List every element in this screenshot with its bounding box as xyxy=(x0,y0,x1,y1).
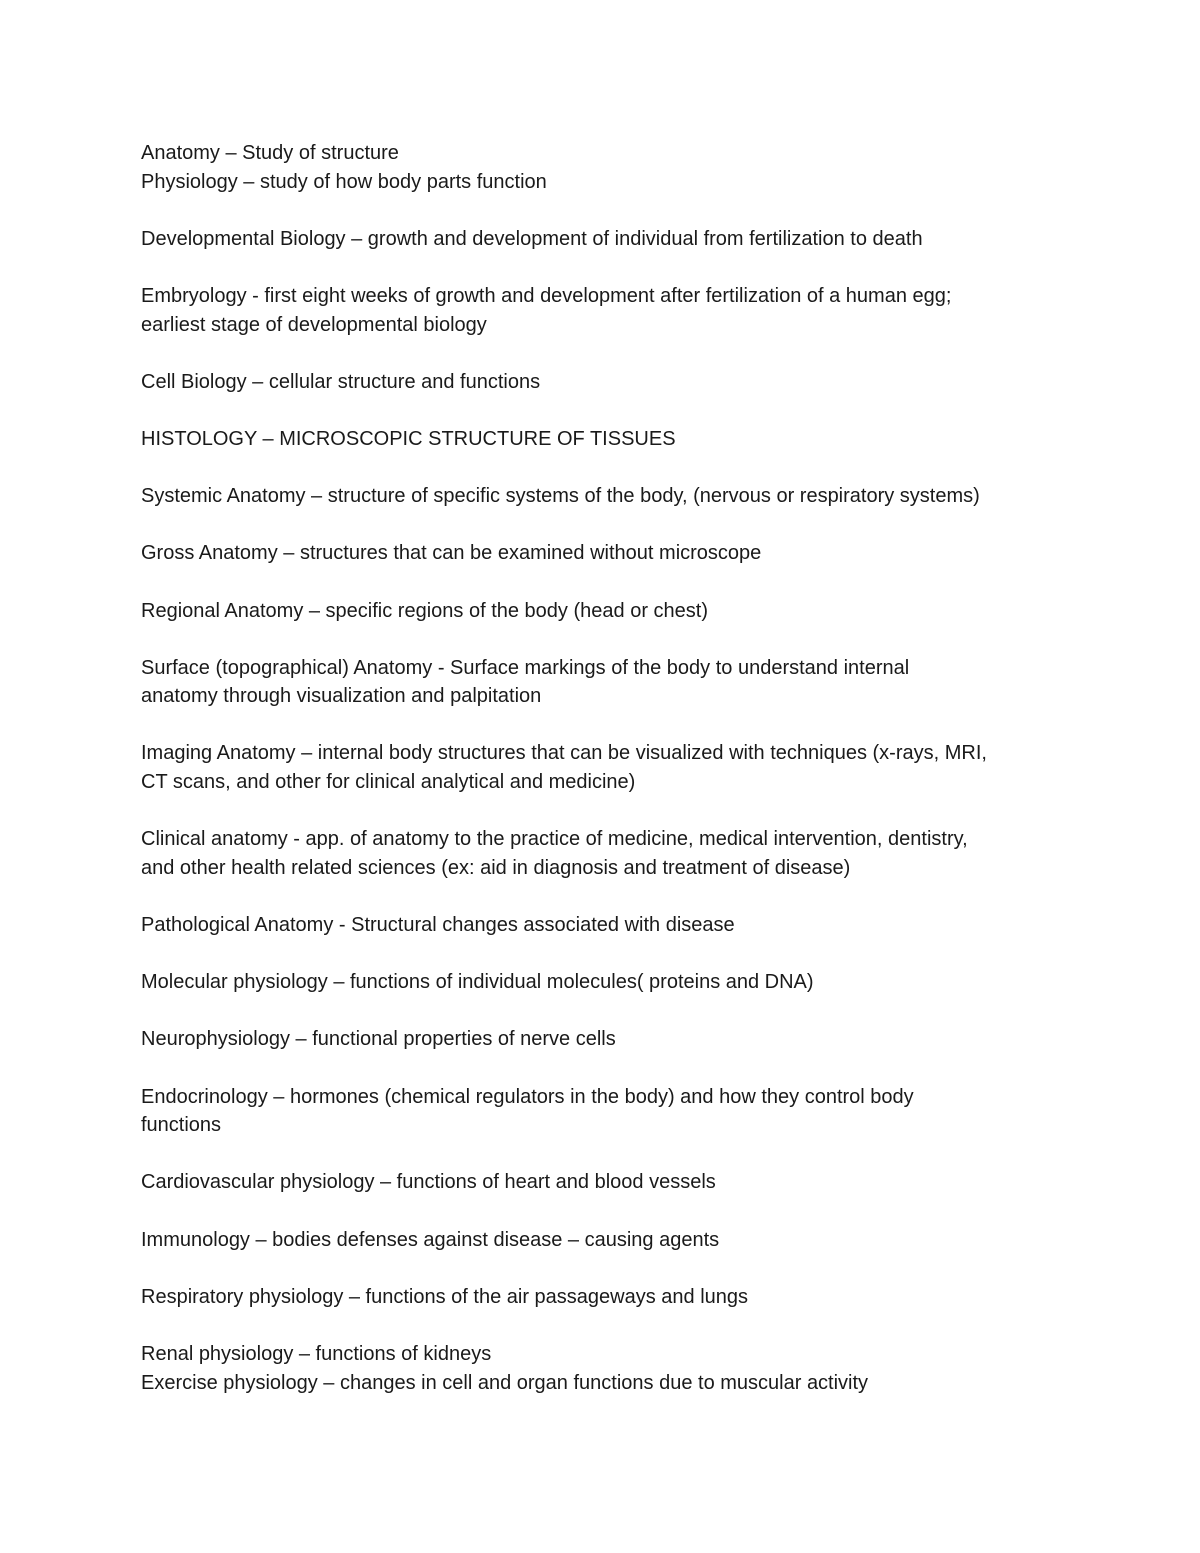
document-body xyxy=(141,139,1071,1397)
paragraph-molecular-physiology: Molecular physiology – functions of individual molecules( proteins and DNA) xyxy=(141,971,814,994)
paragraph-clinical-anatomy: Clinical anatomy - app. of anatomy to the practice of medicine, medical intervention, dentistry, and other health related sciences (ex: aid in diagnosis and treatment of disease) xyxy=(141,828,968,879)
paragraph-neurophysiology: Neurophysiology – functional properties of nerve cells xyxy=(141,1028,616,1051)
paragraph-cell-biology: Cell Biology – cellular structure and functions xyxy=(141,370,541,393)
paragraph-renal-exercise-physiology: Renal physiology – functions of kidneys Exercise physiology – changes in cell and organ functions due to muscular activity xyxy=(141,1342,869,1394)
paragraph-cardiovascular-physiology: Cardiovascular physiology – functions of heart and blood vessels xyxy=(141,1171,716,1194)
paragraph-anatomy-physiology: Anatomy – Study of structure Physiology – study of how body parts function xyxy=(141,142,547,193)
paragraph-embryology: Embryology - first eight weeks of growth and development after fertilization of a human egg; earliest stage of developmental biology xyxy=(141,284,952,336)
paragraph-surface-anatomy: Surface (topographical) Anatomy - Surface markings of the body to understand internal anatomy through visualization and palpitation xyxy=(141,656,910,708)
paragraph-regional-anatomy: Regional Anatomy – specific regions of the body (head or chest) xyxy=(141,599,708,622)
paragraph-endocrinology: Endocrinology – hormones (chemical regulators in the body) and how they control body functions xyxy=(141,1085,914,1137)
paragraph-immunology: Immunology – bodies defenses against disease – causing agents xyxy=(141,1228,720,1251)
paragraph-pathological-anatomy: Pathological Anatomy - Structural changes associated with disease xyxy=(141,914,735,937)
paragraph-systemic-anatomy: Systemic Anatomy – structure of specific systems of the body, (nervous or respiratory systems) xyxy=(141,485,980,508)
paragraph-gross-anatomy: Gross Anatomy – structures that can be examined without microscope xyxy=(141,542,762,565)
paragraph-histology: HISTOLOGY – MICROSCOPIC STRUCTURE OF TISSUES xyxy=(141,427,676,450)
paragraph-respiratory-physiology: Respiratory physiology – functions of the air passageways and lungs xyxy=(141,1285,749,1308)
paragraph-developmental-biology: Developmental Biology – growth and development of individual from fertilization to death xyxy=(141,227,923,250)
paragraph-imaging-anatomy: Imaging Anatomy – internal body structures that can be visualized with techniques (x-rays, MRI, CT scans, and other for clinical analytical and medicine) xyxy=(141,742,987,794)
